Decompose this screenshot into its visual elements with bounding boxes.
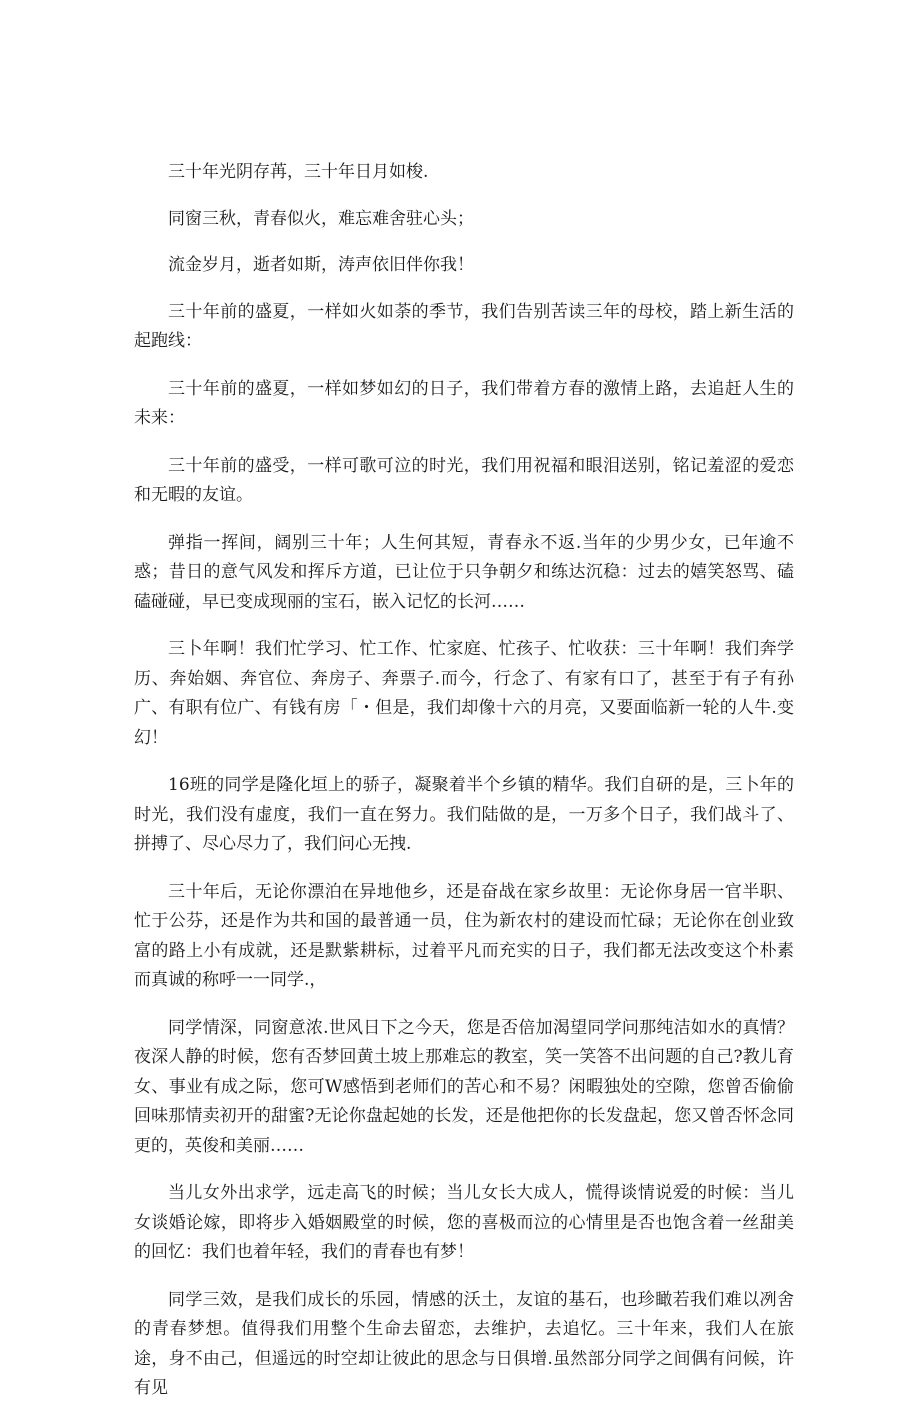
paragraph-3: 流金岁月，逝者如斯，涛声依旧伴你我！ [168,255,474,275]
paragraph-4: 三十年前的盛夏，一样如火如荼的季节，我们告别苦读三年的母校，踏上新生活的起跑线： [134,301,794,351]
paragraph-13: 同学三效，是我们成长的乐园，情感的沃土，友谊的基石，也珍瞰若我们难以冽舍的青春梦想。值得我们用整个生命去留恋，去维护，去追忆。三十年来，我们人在旅途，身不由己，但遥远的时空却让彼此的思念与日俱增.虽然部分同学之间偶有问候，许有见 [134,1289,794,1398]
paragraph-1: 三十年光阴存苒，三十年日月如梭. [168,162,429,182]
paragraph-5: 三十年前的盛夏，一样如梦如幻的日子，我们带着方春的激情上路，去追赶人生的未来： [134,378,794,428]
paragraph-8: 三卜年啊！我们忙学习、忙工作、忙家庭、忙孩子、忙收获：三十年啊！我们奔学历、奔始姻、奔官位、奔房子、奔票子.而今，行念了、有家有口了，甚至于有子有孙广、有职有位广、有钱有房「・但是，我们却像十六的月亮，又要面临新一轮的人牛.变幻！ [134,639,794,748]
paragraph-6: 三十年前的盛受，一样可歌可泣的时光，我们用祝福和眼泪送别，铭记羞涩的爱恋和无暇的友谊。 [134,455,794,505]
paragraph-9: 16班的同学是隆化垣上的骄子，凝聚着半个乡镇的精华。我们自研的是，三卜年的时光，我们没有虚度，我们一直在努力。我们陆做的是，一万多个日子，我们战斗了、拼搏了、尽心尽力了，我们问心无拽. [134,775,794,854]
paragraph-10: 三十年后，无论你漂泊在异地他乡，还是奋战在家乡故里：无论你身居一官半职、忙于公芬，还是作为共和国的最普通一员，住为新农村的建设而忙碌；无论你在创业致富的路上小有成就，还是默紫耕标，过着平凡而充实的日子，我们都无法改变这个朴素而真诚的称呼一一同学.， [134,881,794,990]
paragraph-11: 同学情深，同窗意浓.世风日下之今天，您是否倍加渴望同学问那纯洁如水的真情？夜深人静的时候，您有否梦回黄土坡上那难忘的教室，笑一笑答不出问题的自己?教儿育女、事业有成之际，您可W感悟到老师们的苦心和不易？闲暇独处的空隙，您曾否偷偷回味那情卖初开的甜蜜?无论你盘起她的长发，还是他把你的长发盘起，您又曾否怀念同更的，英俊和美丽…… [134,1017,794,1156]
document-body [134,158,794,1422]
paragraph-2: 同窗三秋，青春似火，难忘难舍驻心头； [168,208,474,229]
paragraph-12: 当儿女外出求学，远走高飞的时候；当儿女长大成人，慌得谈情说爱的时候：当儿女谈婚论嫁，即将步入婚姻殿堂的时候，您的喜极而泣的心情里是否也饱含着一丝甜美的回忆：我们也着年轻，我们的青春也有梦！ [134,1183,794,1262]
paragraph-7: 弹指一挥间，阔别三十年；人生何其短，青春永不返.当年的少男少女，已年逾不惑；昔日的意气风发和挥斥方道，已让位于只争朝夕和练达沉稳：过去的嬉笑怒骂、磕磕碰碰，早已变成现丽的宝石，嵌入记忆的长河…… [134,532,794,612]
